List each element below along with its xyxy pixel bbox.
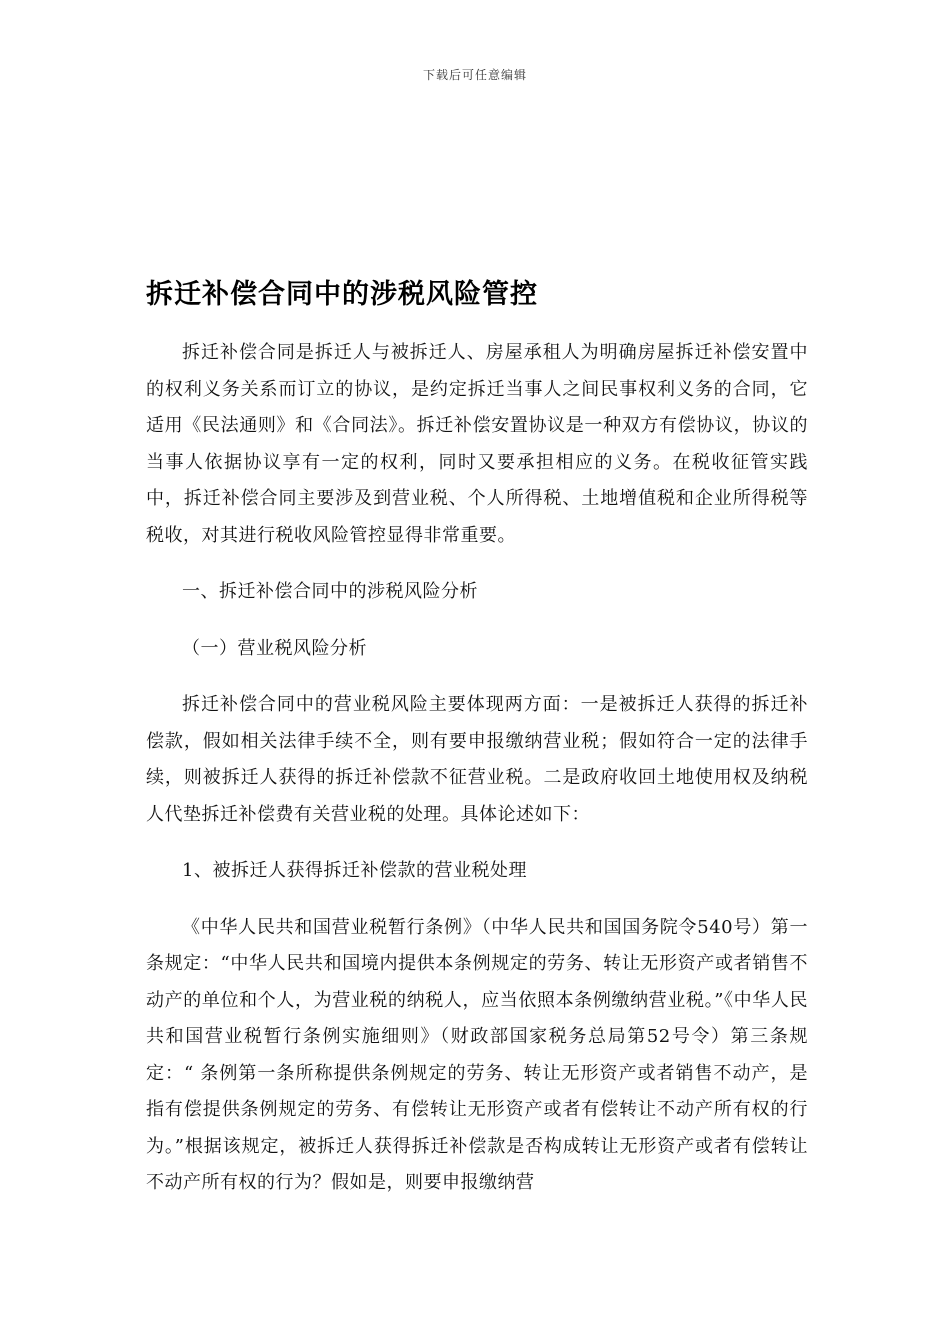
item-heading-1: 1、被拆迁人获得拆迁补偿款的营业税处理 xyxy=(182,860,527,881)
paragraph-intro: 拆迁补偿合同是拆迁人与被拆迁人、房屋承租人为明确房屋拆迁补偿安置中的权利义务关系而订立的协议，是约定拆迁当事人之间民事权利义务的合同，它适用《民法通则》和《合同法》。拆迁补偿安置协议是一种双方有偿协议，协议的当事人依据协议享有一定的权利，同时又要承担相应的义务。在税收征管实践中，拆迁补偿合同主要涉及到营业税、个人所得税、土地增值税和企业所得税等税收，对其进行税收风险管控显得非常重要。 xyxy=(146,342,808,546)
document-body xyxy=(146,335,808,1222)
header-note: 下载后可任意编辑 xyxy=(422,68,527,82)
paragraph-business-tax: 拆迁补偿合同中的营业税风险主要体现两方面：一是被拆迁人获得的拆迁补偿款，假如相关法律手续不全，则有要申报缴纳营业税；假如符合一定的法律手续，则被拆迁人获得的拆迁补偿款不征营业税。二是政府收回土地使用权及纳税人代垫拆迁补偿费有关营业税的处理。具体论述如下： xyxy=(146,694,808,825)
document-title: 拆迁补偿合同中的涉税风险管控 xyxy=(146,279,538,310)
section-heading-1: 一、拆迁补偿合同中的涉税风险分析 xyxy=(182,581,478,602)
paragraph-regulation: 《中华人民共和国营业税暂行条例》（中华人民共和国国务院令540号）第一条规定：“中华人民共和国境内提供本条例规定的劳务、转让无形资产或者销售不动产的单位和个人，为营业税的纳税人，应当依照本条例缴纳营业税。”《中华人民共和国营业税暂行条例实施细则》（财政部国家税务总局第52号令）第三条规定：“ 条例第一条所称提供条例规定的劳务、转让无形资产或者销售不动产，是指有偿提供条例规定的劳务、有偿转让无形资产或者有偿转让不动产所有权的行为。”根据该规定，被拆迁人获得拆迁补偿款是否构成转让无形资产或者有偿转让不动产所有权的行为？假如是，则要申报缴纳营 xyxy=(146,916,808,1193)
subsection-heading-1: （一）营业税风险分析 xyxy=(182,637,367,659)
